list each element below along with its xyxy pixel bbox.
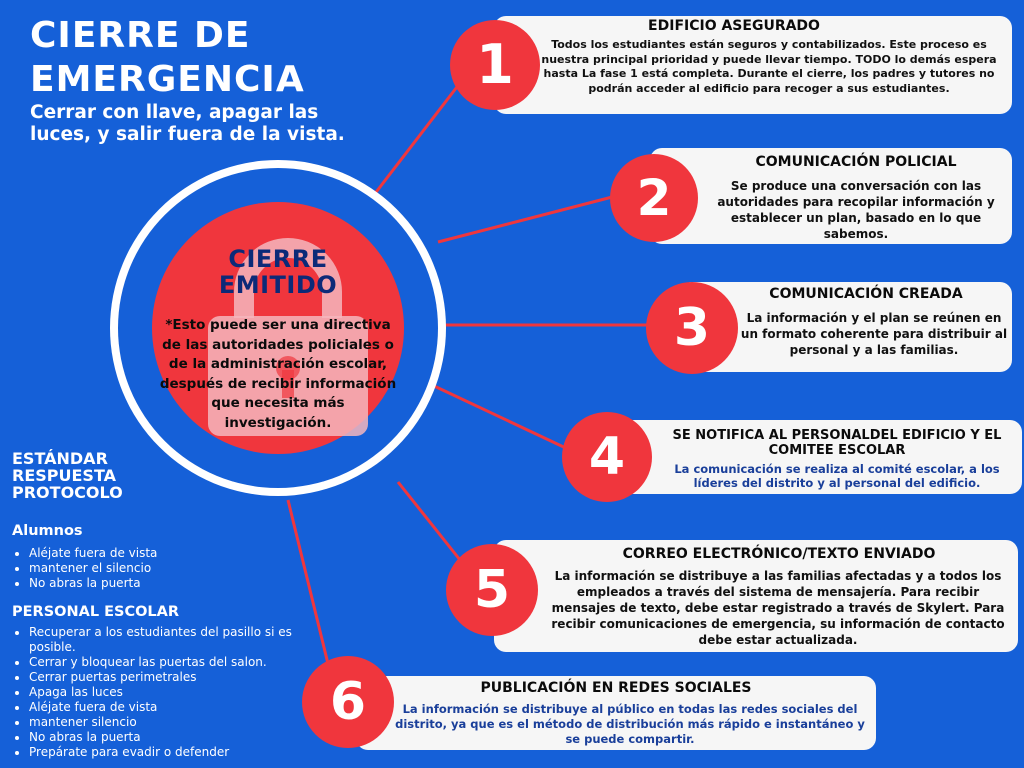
step-card-6 (356, 676, 876, 750)
protocol-title-line-1: ESTÁNDAR (12, 449, 108, 468)
step-card-4 (612, 420, 1022, 494)
step-text-3: La información y el plan se reúnen en un formato coherente para distribuir al personal y a las familias. (740, 311, 1008, 357)
list-item: • Aléjate fuera de vista (29, 546, 319, 561)
list-item: • mantener silencio (29, 715, 319, 730)
step-text-2: Se produce una conversación con las autoridades para recopilar información y establecer un plan, basado en lo que sabemos. (717, 179, 995, 241)
step-badge-4: 4 (562, 412, 652, 502)
list-item: • Recuperar a los estudiantes del pasillo si es posible. (29, 625, 319, 655)
center-title-line-1: CIERRE (228, 245, 328, 273)
staff-heading: PERSONAL ESCOLAR (12, 604, 180, 620)
step-badge-1: 1 (450, 20, 540, 110)
connector-line-1 (370, 70, 470, 200)
step-text-6: La información se distribuye al público en todas las redes sociales del distrito, ya que es el método de distribución más rápido e instantáneo y se puede compartir. (395, 702, 865, 746)
page-subtitle: Cerrar con llave, apagar las luces, y salir fuera de la vista. (30, 102, 345, 145)
step-badge-5: 5 (446, 544, 538, 636)
protocol-title-line-2: RESPUESTA (12, 466, 116, 485)
list-item: • Apaga las luces (29, 685, 319, 700)
list-item: • mantener el silencio (29, 561, 319, 576)
list-item: • No abras la puerta (29, 730, 319, 745)
step-badge-6: 6 (302, 656, 394, 748)
step-title-5: CORREO ELECTRÓNICO/TEXTO ENVIADO (622, 546, 936, 562)
page-title-line-1: CIERRE DE (30, 15, 251, 56)
list-item: • Cerrar puertas perimetrales (29, 670, 319, 685)
step-card-2 (650, 148, 1012, 244)
step-title-2: COMUNICACIÓN POLICIAL (755, 154, 957, 170)
page-title (30, 14, 350, 102)
students-heading: Alumnos (12, 523, 83, 539)
step-text-5: La información se distribuye a las familias afectadas y a todos los empleados a través del sistema de mensajería. Para recibir mensajes de texto, debe estar registrado a través de Skylert. Para recibir comunicaciones de emergencia, su información de contacto debe estar actualizada. (551, 569, 1005, 647)
list-item: • Prepárate para evadir o defender (29, 745, 319, 760)
step-title-3: COMUNICACIÓN CREADA (769, 286, 963, 302)
center-title-line-2: EMITIDO (218, 271, 338, 299)
step-title-4: SE NOTIFICA AL PERSONALDEL EDIFICIO Y EL COMITEE ESCOLAR (672, 428, 1002, 458)
protocol-title (12, 450, 212, 501)
students-list (12, 546, 319, 591)
step-title-6: PUBLICACIÓN EN REDES SOCIALES (480, 680, 752, 696)
connector-line-2 (438, 195, 620, 242)
step-text-1: Todos los estudiantes están seguros y contabilizados. Este proceso es nuestra principal prioridad y puede llevar tiempo. TODO lo demás espera hasta La fase 1 está completa. Durante el cierre, los padres y tutores no podrán acceder al edificio para recoger a sus estudiantes. (541, 38, 997, 95)
connector-line-4 (432, 385, 570, 450)
step-title-1: EDIFICIO ASEGURADO (648, 18, 820, 34)
step-card-1 (494, 16, 1012, 114)
step-text-4: La comunicación se realiza al comité escolar, a los líderes del distrito y al personal del edificio. (674, 462, 1000, 490)
protocol-title-line-3: PROTOCOLO (12, 483, 123, 502)
center-description: *Esto puede ser una directiva de las autoridades policiales o de la administración escolar, después de recibir información que necesita más investigación. (159, 317, 397, 431)
list-item: • Aléjate fuera de vista (29, 700, 319, 715)
step-badge-3: 3 (646, 282, 738, 374)
page-title-line-2: EMERGENCIA (30, 59, 305, 100)
step-badge-2: 2 (610, 154, 698, 242)
staff-list (12, 625, 319, 760)
center-title (178, 246, 378, 298)
list-item: • No abras la puerta (29, 576, 319, 591)
list-item: • Cerrar y bloquear las puertas del salon. (29, 655, 319, 670)
step-card-5 (494, 540, 1018, 652)
